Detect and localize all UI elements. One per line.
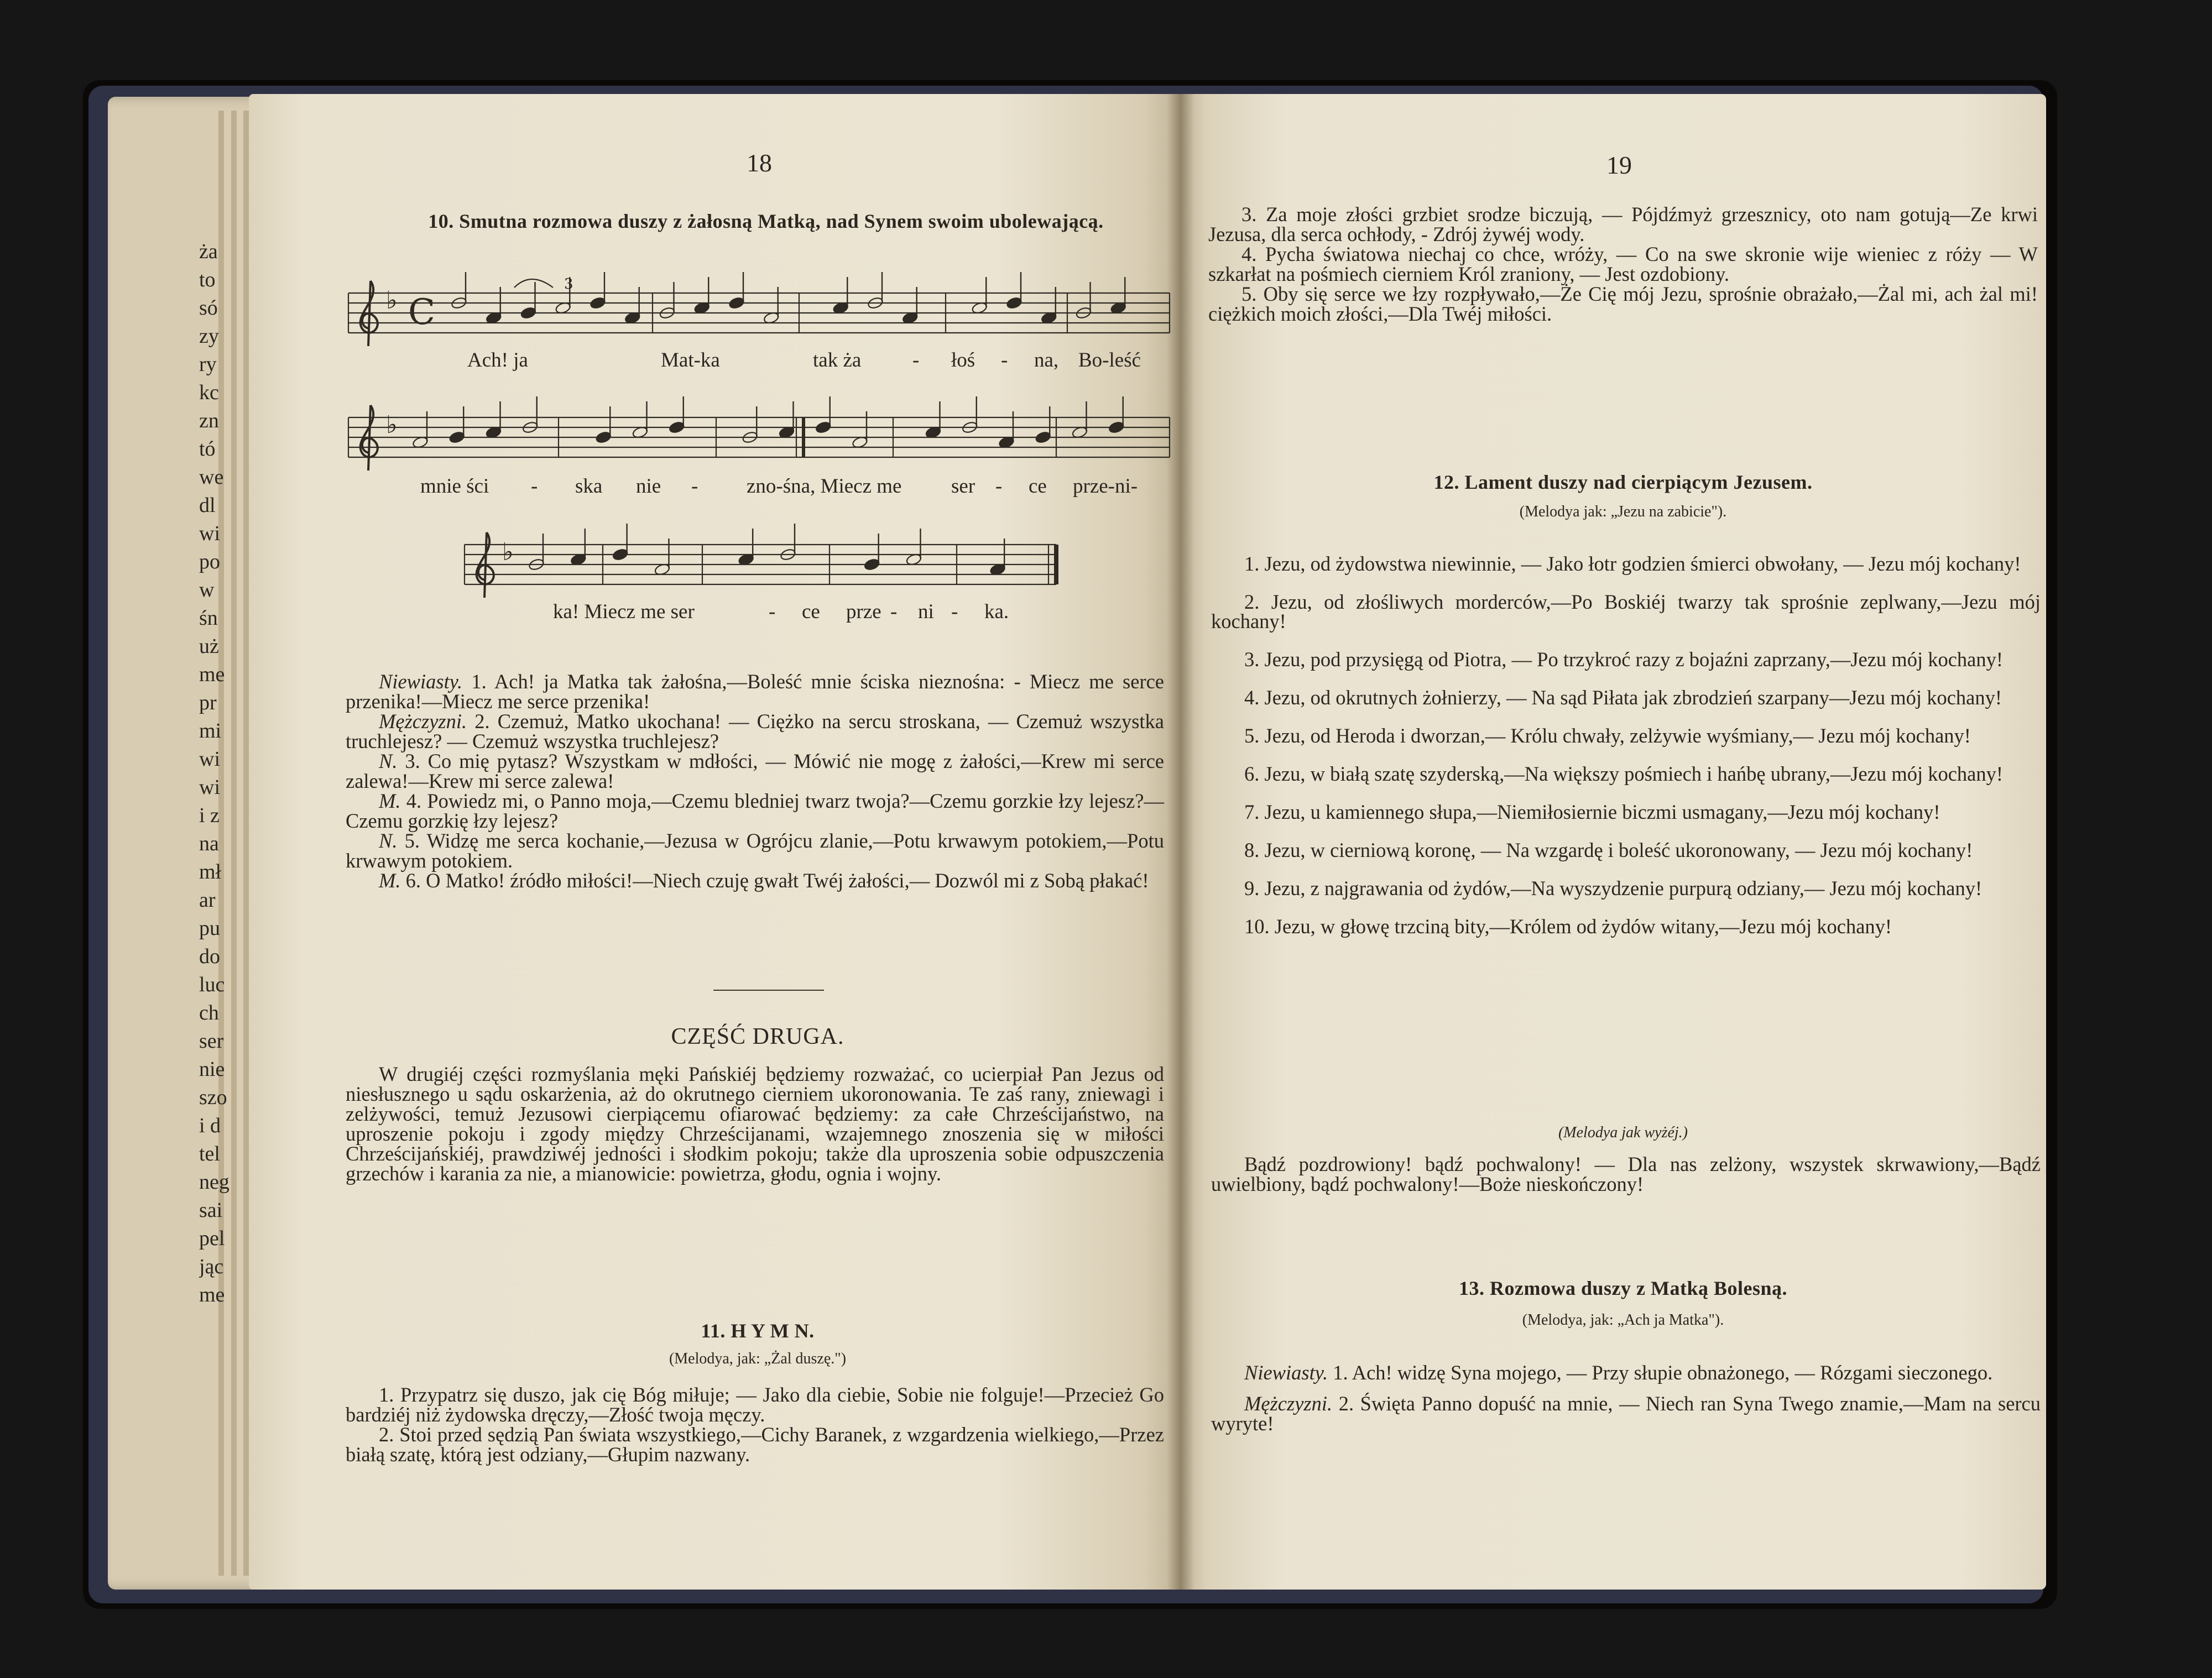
lyric-syllable: -	[912, 349, 920, 372]
lament-melody: (Melodya jak: „Jezu na zabicie").	[1519, 503, 1727, 520]
speaker-label: Mężczyzni.	[379, 710, 467, 733]
rozmowa-melody: (Melodya, jak: „Ach ja Matka").	[1522, 1311, 1724, 1329]
lyric-syllable: ska	[575, 475, 603, 498]
section-title: CZĘŚĆ DRUGA.	[671, 1024, 844, 1049]
dialogue-verse	[346, 871, 1164, 891]
margin-fragment: luc	[199, 973, 225, 996]
margin-fragment: mi	[199, 719, 222, 743]
margin-fragment: kc	[199, 381, 219, 404]
page-number-right: 19	[1606, 151, 1632, 179]
song-10-dialogue	[346, 672, 1164, 891]
margin-fragment: pr	[199, 691, 217, 714]
dialogue-verse	[346, 751, 1164, 791]
lyric-syllable: tak ża	[813, 349, 862, 372]
hymn-title: 11. H Y M N.	[701, 1320, 815, 1342]
lyric-syllable: mnie ści	[420, 475, 489, 498]
lament-verse: 10. Jezu, w głowę trzciną bity,—Królem od żydów witany,—Jezu mój kochany!	[1244, 915, 1892, 938]
hymn-verse: 3. Za moje złości grzbiet srodze biczują, — Pójdźmyż grzesznicy, oto nam gotują—Ze krwi Jezusa, dla serca ochłody, - Zdrój żywéj wody.	[1208, 203, 2038, 245]
lyric-syllable: zno-śna, Miecz me	[747, 475, 902, 498]
book-gutter	[1167, 94, 1194, 1590]
margin-fragment: neg	[199, 1170, 229, 1194]
lyric-syllable: na,	[1034, 349, 1059, 372]
page-edge	[243, 111, 249, 1576]
rozmowa-verse	[1211, 1363, 2041, 1383]
lyric-syllable: -	[691, 475, 698, 498]
lament-verse: 9. Jezu, z najgrawania od żydów,—Na wyszydzenie purpurą odziany,— Jezu mój kochany!	[1244, 877, 1983, 900]
lament-verse: 8. Jezu, w cierniową koronę, — Na wzgardę i boleść ukoronowany, — Jezu mój kochany!	[1244, 839, 1973, 861]
lyric-syllable: -	[769, 600, 776, 623]
lament-verse: 7. Jezu, u kamiennego słupa,—Niemiłosiernie biczmi usmagany,—Jezu mój kochany!	[1244, 801, 1940, 823]
margin-fragment: szo	[199, 1086, 227, 1109]
margin-fragment: me	[199, 663, 225, 686]
hymn-verse: 5. Oby się serce we łzy rozpływało,—Że Cię mój Jezu, sprośnie obrażało,—Żal mi, ach żal mi! ciężkich moich złości,—Dla Twéj miłości.	[1208, 283, 2038, 325]
margin-fragment: zy	[199, 325, 219, 348]
speaker-label: Niewiasty.	[379, 670, 463, 693]
verse-text: 1. Ach! ja Matka tak żałośna,—Boleść mnie ściska nieznośna: - Miecz me serce przenika!—Miecz me serce przenika!	[346, 670, 1164, 713]
verse-text: 1. Ach! widzę Syna mojego, — Przy słupie obnażonego, — Rózgami sieczonego.	[1333, 1361, 1993, 1384]
hymn-verse: 1. Przypatrz się duszo, jak cię Bóg miłuje; — Jako dla ciebie, Sobie nie folguje!—Przecież Go bardziéj niż żydowska dręczy,—Złość twoja męczy.	[346, 1383, 1164, 1426]
margin-fragment: só	[199, 296, 218, 320]
margin-fragment: ch	[199, 1001, 219, 1024]
margin-fragment: mł	[199, 860, 222, 884]
section-2-text	[346, 1064, 1164, 1184]
speaker-label: Mężczyzni.	[1244, 1392, 1333, 1415]
svg-text:♭: ♭	[386, 411, 398, 439]
lament-verse: 5. Jezu, od Heroda i dworzan,— Królu chwały, zelżywie wyśmiany,— Jezu mój kochany!	[1244, 724, 1971, 747]
page-number-left: 18	[747, 149, 772, 177]
lament-refrain	[1211, 1154, 2041, 1194]
margin-fragment: po	[199, 550, 220, 573]
hymn-verses	[346, 1385, 1164, 1465]
margin-fragment: pel	[199, 1227, 225, 1250]
verse-text: 5. Widzę me serca kochanie,—Jezusa w Ogrójcu zlanie,—Potu krwawym potokiem,—Potu krwawym potokiem.	[346, 829, 1165, 872]
lyric-syllable: Bo-leść	[1078, 349, 1141, 372]
hymn-verse: 4. Pycha światowa niechaj co chce, wróży, — Co na swe skronie wije wieniec z róży — W szkarłat na pośmiech cierniem Król zraniony, — Jest ozdobiony.	[1208, 243, 2038, 285]
rozmowa-title: 13. Rozmowa duszy z Matką Bolesną.	[1459, 1277, 1787, 1299]
margin-fragment: me	[199, 1283, 225, 1306]
margin-fragment: wi	[199, 522, 220, 545]
lyric-syllable: -	[531, 475, 538, 498]
lament-verse: 1. Jezu, od żydowstwa niewinnie, — Jako łotr godzien śmierci obwołany, — Jezu mój kochany!	[1244, 552, 2021, 575]
lyric-syllable: ce	[1029, 475, 1047, 498]
speaker-label: N.	[379, 829, 398, 852]
section-2-paragraph: W drugiéj części rozmyślania męki Pańskiéj będziemy rozważać, co ucierpiał Pan Jezus od niesłusznego u sądu oskarżenia, aż do okrutnego cierniem ukoronowania. Te zaś rany, zniewagi i zelżywości, temuż Jezusowi cierpiącemu ofiarować będziemy: za całe Chrześcijaństwo, na uproszenie pokoju i zgody między Chrześcijanami, wzajemnego znoszenia się w miłości Chrześcijańskiéj, prawdziwéj jedności i słodkim pokoju; także dla uproszenia sobie odpuszczenia grzechów i karania za nie, a mianowicie: powietrza, głodu, ognia i wojny.	[346, 1063, 1164, 1185]
margin-fragment: w	[199, 578, 215, 602]
lyric-syllable: ser	[951, 475, 975, 498]
lyric-syllable: łoś	[951, 349, 975, 372]
rozmowa-verse	[1211, 1394, 2041, 1434]
lyric-syllable: prze	[846, 600, 881, 623]
lyric-syllable: Mat-ka	[661, 349, 720, 372]
dialogue-verse	[346, 672, 1164, 712]
lyric-syllable: -	[890, 600, 898, 623]
hymn-melody: (Melodya, jak: „Żal duszę.")	[669, 1350, 847, 1367]
margin-fragment: sai	[199, 1199, 223, 1222]
lament-verses	[1211, 554, 2041, 955]
dialogue-verse	[346, 791, 1164, 831]
margin-fragment: dl	[199, 494, 216, 517]
hymn-verse: 2. Stoi przed sędzią Pan świata wszystkiego,—Cichy Baranek, z wzgardzenia wielkiego,—Przez białą szatę, którą jest odziany,—Głupim nazwany.	[346, 1423, 1164, 1466]
margin-fragment: to	[199, 268, 216, 291]
speaker-label: N.	[379, 750, 398, 772]
lament-melody-2: (Melodya jak wyżéj.)	[1558, 1124, 1688, 1141]
speaker-label: M.	[379, 790, 401, 812]
hymn-verses-continued	[1208, 205, 2038, 324]
lyric-syllable: ka! Miecz me ser	[553, 600, 695, 623]
margin-fragment: śn	[199, 607, 218, 630]
rozmowa-verses	[1211, 1363, 2041, 1445]
lament-verse: 2. Jezu, od złośliwych morderców,—Po Boskiéj twarzy tak sprośnie zeplwany,—Jezu mój kochany!	[1211, 590, 2041, 632]
lyric-syllable: ce	[802, 600, 820, 623]
margin-fragment: nie	[199, 1058, 225, 1081]
svg-text:3: 3	[564, 276, 573, 292]
section-divider	[713, 990, 824, 991]
margin-fragment: na	[199, 832, 219, 855]
dialogue-verse	[346, 712, 1164, 751]
margin-fragment: ar	[199, 888, 216, 912]
verse-text: 4. Powiedz mi, o Panno moja,—Czemu bledniej twarz twoja?—Czemu gorzkie łzy lejesz?—Czemu gorzkię łzy lejesz?	[346, 790, 1164, 832]
margin-fragment: uż	[199, 635, 219, 658]
verse-text: 3. Co mię pytasz? Wszystkam w mdłości, — Mówić nie mogę z żałości,—Krew mi serce zalewa!—Krew mi serce zalewa!	[346, 750, 1164, 792]
lyric-syllable: prze-ni-	[1073, 475, 1138, 498]
svg-text:♭: ♭	[386, 286, 398, 315]
lament-title: 12. Lament duszy nad cierpiącym Jezusem.	[1433, 471, 1813, 493]
margin-fragment: jąc	[199, 1255, 224, 1278]
margin-fragment: wi	[199, 776, 220, 799]
verse-text: 6. O Matko! źródło miłości!—Niech czuję gwałt Twéj żałości,— Dozwól mi z Sobą płakać!	[405, 869, 1149, 892]
song-10-heading: 10. Smutna rozmowa duszy z żałosną Matką, nad Synem swoim ubolewającą.	[428, 210, 1104, 232]
speaker-label: Niewiasty.	[1244, 1361, 1328, 1384]
lyric-syllable: -	[995, 475, 1003, 498]
speaker-label: M.	[379, 869, 401, 892]
margin-fragment: i z	[199, 804, 220, 827]
lament-verse: 4. Jezu, od okrutnych żołnierzy, — Na sąd Piłata jak zbrodzień szarpany—Jezu mój kochany!	[1244, 686, 2002, 709]
lyric-syllable: -	[1001, 349, 1008, 372]
margin-fragment: we	[199, 466, 224, 489]
lyric-syllable: -	[951, 600, 958, 623]
margin-fragment: do	[199, 945, 220, 968]
margin-fragment: ża	[199, 240, 218, 263]
margin-fragment: tel	[199, 1142, 220, 1165]
lyric-syllable: Ach! ja	[467, 349, 528, 372]
lament-verse: 3. Jezu, pod przysięgą od Piotra, — Po trzykroć razy z bojaźni zaprzany,—Jezu mój kochany!	[1244, 648, 2004, 671]
lyric-syllable: ni	[918, 600, 934, 623]
margin-fragment: ser	[199, 1029, 224, 1053]
verse-text: 2. Święta Panno dopuść na mnie, — Niech ran Syna Twego znamie,—Mam na sercu wyryte!	[1211, 1392, 2041, 1435]
svg-text:C: C	[408, 292, 435, 333]
lyric-syllable: nie	[636, 475, 661, 498]
verse-text: 2. Czemuż, Matko ukochana! — Ciężko na sercu stroskana, — Czemuż wszystka truchlejesz? — Czemuż wszystka truchlejesz?	[346, 710, 1164, 752]
margin-fragment: i d	[199, 1114, 221, 1137]
dialogue-verse	[346, 831, 1164, 871]
lyric-syllable: ka.	[984, 600, 1009, 623]
lament-verse: 6. Jezu, w białą szatę szyderską,—Na większy pośmiech i hańbę ubrany,—Jezu mój kochany!	[1244, 762, 2004, 785]
margin-fragment: zn	[199, 409, 219, 432]
lament-refrain-text: Bądź pozdrowiony! bądź pochwalony! — Dla nas zelżony, wszystek skrwawiony,—Bądź uwielbiony, bądź pochwalony!—Boże nieskończony!	[1211, 1153, 2041, 1195]
margin-fragment: wi	[199, 747, 220, 771]
previous-page-margin-text	[199, 238, 238, 1309]
margin-fragment: pu	[199, 917, 220, 940]
svg-text:♭: ♭	[502, 538, 514, 566]
margin-fragment: tó	[199, 437, 216, 461]
margin-fragment: ry	[199, 353, 217, 376]
